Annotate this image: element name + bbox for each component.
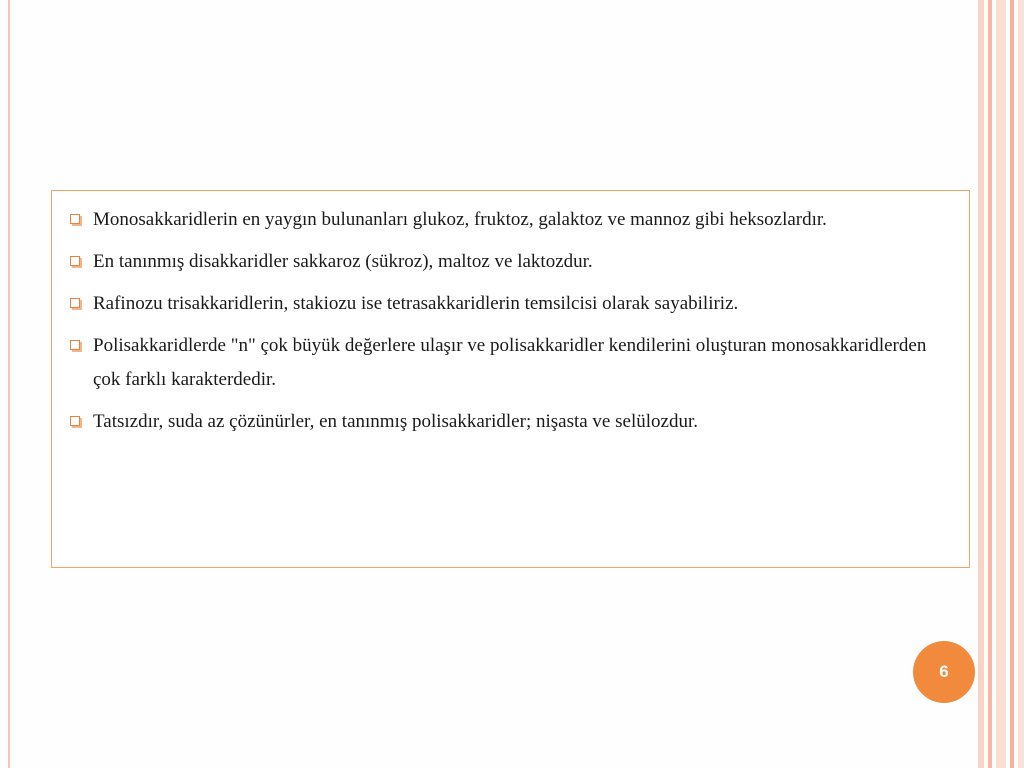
checkbox-square-icon: [70, 214, 80, 224]
page-number-badge: [913, 641, 975, 703]
checkbox-square-icon: [70, 416, 80, 426]
content-text-box[interactable]: [51, 190, 970, 568]
page-number: 6: [939, 662, 949, 681]
bullet-text: Rafinozu trisakkaridlerin, stakiozu ise tetrasakkaridlerin temsilcisi olarak sayabiliriz.: [93, 293, 739, 314]
checkbox-square-icon: [70, 256, 80, 266]
list-item: [70, 245, 949, 279]
bullet-text: Monosakkaridlerin en yaygın bulunanları glukoz, fruktoz, galaktoz ve mannoz gibi heksozlardır.: [93, 209, 827, 230]
right-decorative-stripe: [1010, 0, 1014, 768]
right-decorative-stripe: [988, 0, 992, 768]
list-item: [70, 329, 949, 397]
list-item: [70, 203, 949, 237]
checkbox-square-icon: [70, 340, 80, 350]
checkbox-square-icon: [70, 298, 80, 308]
left-border-line: [8, 0, 10, 768]
bullet-text: En tanınmış disakkaridler sakkaroz (sükroz), maltoz ve laktozdur.: [93, 251, 593, 272]
list-item: [70, 405, 949, 439]
bullet-list: [52, 191, 969, 439]
list-item: [70, 287, 949, 321]
bullet-text: Tatsızdır, suda az çözünürler, en tanınmış polisakkaridler; nişasta ve selülozdur.: [93, 411, 698, 432]
bullet-text: Polisakkaridlerde "n" çok büyük değerlere ulaşır ve polisakkaridler kendilerini oluşturan monosakkaridlerden çok farklı karakterdedir.: [93, 335, 927, 390]
right-decorative-stripe: [996, 0, 1006, 768]
right-decorative-stripe: [1018, 0, 1024, 768]
right-decorative-stripe: [978, 0, 984, 768]
